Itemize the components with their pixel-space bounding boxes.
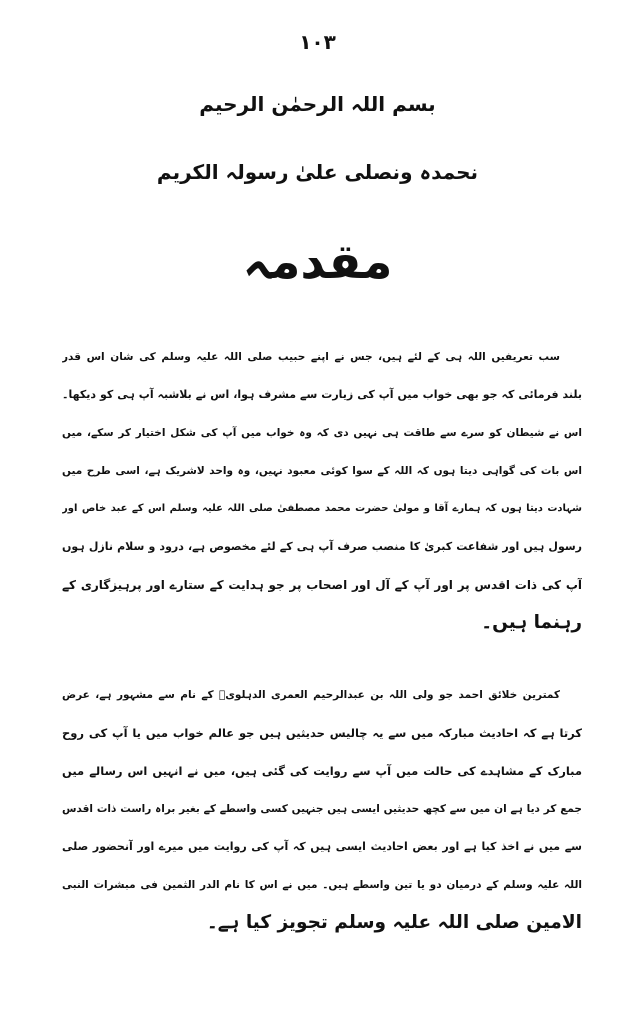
text-line: اس بات کی گواہی دیتا ہوں کہ اللہ کے سوا کوئی معبود نہیں، وہ واحد لاشریک ہے، اسی طرح میں [62, 465, 582, 477]
text-line: سے میں نے اخذ کیا ہے اور بعض احادیث ایسی ہیں کہ آپ کی روایت میں میرے اور آنحضور صلی [62, 840, 582, 853]
text-line: رہنما ہیں۔ [481, 612, 582, 633]
text-line: رسول ہیں اور شفاعت کبریٰ کا منصب صرف آپ ہی کے لئے مخصوص ہے، درود و سلام نازل ہوں [62, 540, 582, 553]
text-line: اس نے شیطان کو سرے سے طاقت ہی نہیں دی کہ وہ خواب میں آپ کی شکل اختیار کر سکے، میں [62, 427, 582, 439]
text-line: مبارک کے مشاہدے کی حالت میں آپ سے روایت کی گئی ہیں، میں نے انہیں اس رسالے میں [62, 764, 582, 778]
paragraph-1 [62, 338, 582, 642]
salutation-heading: نحمدہ ونصلی علیٰ رسولہ الکریم [156, 160, 479, 184]
text-line: کرتا ہے کہ احادیث مبارکہ میں سے یہ چالیس حدیثیں ہیں جو عالم خواب میں یا آپ کی روح [62, 726, 582, 740]
text-line: اللہ علیہ وسلم کے درمیان دو یا تین واسطے ہیں۔ میں نے اس کا نام الدر الثمین فی مبشرات النبی [62, 879, 582, 891]
text-line: سب تعریفیں اللہ ہی کے لئے ہیں، جس نے اپنے حبیب صلی اللہ علیہ وسلم کی شان اس قدر [62, 351, 560, 363]
text-line: الامین صلی اللہ علیہ وسلم تجویز کیا ہے۔ [206, 912, 582, 933]
text-line: کمترین خلائق احمد جو ولی اللہ بن عبدالرحیم العمری الدہلویؒ کے نام سے مشہور ہے، عرض [62, 689, 560, 701]
chapter-title: مقدمہ [242, 234, 393, 290]
text-line: بلند فرمائی کہ جو بھی خواب میں آپ کی زیارت سے مشرف ہوا، اس نے بلاشبہ آپ ہی کو دیکھا۔ [62, 388, 582, 401]
page-number: ۱۰۳ [299, 30, 336, 54]
bismillah-heading: بسم اللہ الرحمٰن الرحیم [199, 92, 436, 116]
paragraph-2 [62, 676, 582, 942]
text-line: جمع کر دیا ہے ان میں سے کچھ حدیثیں ایسی ہیں جنہیں کسی واسطے کے بغیر براہ راست ذات اقدس [62, 803, 582, 815]
text-line: آپ کی ذات اقدس پر اور آپ کے آل اور اصحاب پر جو ہدایت کے ستارے اور پرہیزگاری کے [62, 578, 582, 592]
text-line: شہادت دیتا ہوں کہ ہمارے آقا و مولیٰ حضرت محمد مصطفیٰ صلی اللہ علیہ وسلم اس کے عبد خاص اور [62, 503, 582, 514]
